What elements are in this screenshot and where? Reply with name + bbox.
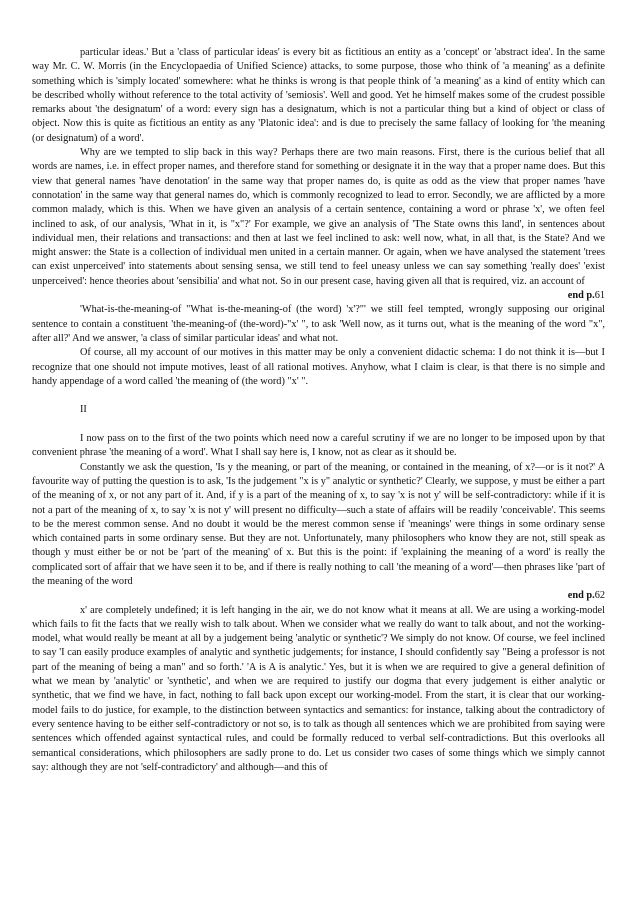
- paragraph-6: Constantly we ask the question, 'Is y the meaning, or part of the meaning, or contained in the meaning, of x?—or is it not?' A favourite way of putting the question is to ask, 'Is the judgement "x is y" analytic or synthetic?' Clearly, we suppose, y must be either a part of the meaning of x, or not any part of it. And, if y is a part of the meaning of x, to say 'x is not y' will be self-contradictory: while if it is not a part of the meaning of x, to say 'x is not y' will present no difficulty—such a state of affairs will be readily 'conceivable'. This seems to be the merest common sense. And no doubt it would be the merest common sense if 'meanings' were things in some ordinary sense which contained parts in some ordinary sense. But they are not. Unfortunately, many philosophers who know they are not, still speak as though y must either be or not be 'part of the meaning' of x. But this is the point: if 'explaining the meaning of a word' is really the complicated sort of affair that we have seen it to be, and if there is really nothing to call 'the meaning of a word'—then phrases like 'part of the meaning of the word: [32, 461, 605, 587]
- page-end-number: 61: [594, 290, 605, 302]
- page-end-label: end p.: [567, 290, 595, 302]
- page-end-marker-62: [32, 589, 605, 603]
- section-heading: II: [80, 404, 87, 416]
- paragraph-5: I now pass on to the first of the two points which need now a careful scrutiny if we are no longer to be imposed upon by that convenient phrase 'the meaning of a word'. What I shall say here is, I know, not as clear as it should be.: [32, 433, 605, 459]
- document-page: [32, 46, 605, 775]
- paragraph-1: particular ideas.' But a 'class of particular ideas' is every bit as fictitious an entity as a 'concept' or 'abstract idea'. In the same way Mr. C. W. Morris (in the Encyclopaedia of Unified Science) attacks, to some purpose, those who think of 'a meaning' as a definite something which is 'simply located' somewhere: what he thinks is wrong is that people think of 'a meaning' as a kind of entity which can be described wholly without reference to the total activity of 'semiosis'. Well and good. Yet he himself makes some of the crudest possible remarks about 'the designatum' of a word: every sign has a designatum, which is not a particular thing but a kind of object or class of object. Now this is quite as fictitious an entity as any 'Platonic idea': and is due to precisely the same fallacy of looking for 'the meaning (or designatum) of a word'.: [32, 47, 605, 144]
- page-end-marker-61: [32, 289, 605, 303]
- spacer: [32, 389, 605, 403]
- paragraph-2: Why are we tempted to slip back in this way? Perhaps there are two main reasons. First, there is the curious belief that all words are names, i.e. in effect proper names, and therefore stand for something or designate it in the way that a proper name does. But this view that general names 'have denotation' in the same way that proper names do, is quite as odd as the view that proper names 'have connotation' in the same way that general names do, which is commonly recognized to lead to error. Secondly, we are afflicted by a more common malady, which is this. When we have given an analysis of a certain sentence, containing a word or phrase 'x', we often feel inclined to ask, of our analysis, 'What in it, is "x"?' For example, we give an analysis of 'The State owns this land', in sentences about individual men, their relations and transactions: and then at last we feel inclined to ask: well now, what, in all that, is the State? And we might answer: the State is a collection of individual men united in a certain manner. Or again, when we have analysed the statement 'trees can exist unperceived' into statements about sensing sensa, we still tend to feel uneasy unless we can say something 'really does' 'exist unperceived': hence theories about 'sensibilia' and what not. So in our present case, having given all that is required, viz. an account of: [32, 147, 605, 287]
- page-end-number: 62: [594, 590, 605, 602]
- page-end-label: end p.: [567, 590, 595, 602]
- paragraph-3: 'What-is-the-meaning-of "What is-the-meaning-of (the word) 'x'?"' we still feel tempted, wrongly supposing our original sentence to contain a constituent 'the-meaning-of (the-word)-"x' ", to ask 'Well now, as it turns out, what is the meaning of the word "x", after all?' And we answer, 'a class of similar particular ideas' and what not.: [32, 304, 605, 344]
- spacer: [32, 418, 605, 432]
- paragraph-4: Of course, all my account of our motives in this matter may be only a convenient didactic schema: I do not think it is—but I recognize that one should not impute motives, least of all rational motives. Anyhow, what I claim is clear, is that there is no simple and handy appendage of a word called 'the meaning of (the word) "x' ".: [32, 347, 605, 387]
- paragraph-7: x' are completely undefined; it is left hanging in the air, we do not know what it means at all. We are using a working-model which fails to fit the facts that we really wish to talk about. When we consider what we really do want to talk about, and not the working-model, what would really be meant at all by a judgement being 'analytic or synthetic'? We simply do not know. Of course, we feel inclined to say 'I can easily produce examples of analytic and synthetic judgements; for instance, I should confidently say "Being a professor is not part of the meaning of being a man" and so forth.' 'A is A is analytic.' Yes, but it is when we are required to give a general definition of what we mean by 'analytic' or 'synthetic', and when we are required to justify our dogma that every judgement is either analytic or synthetic, that we find we have, in fact, nothing to fall back upon except our working-model. From the start, it is clear that our working-model fails to do justice, for example, to the distinction between syntactics and semantics: for instance, talking about the contradictory of every sentence having to be either self-contradictory or not so, is to talk as though all sentences which we are prohibited from saying were sentences which offended against syntactical rules, and could be formally reduced to verbal self-contradictions. But this overlooks all semantical considerations, which philosophers are sadly prone to do. Let us consider two cases of some things which we simply cannot say: although they are not 'self-contradictory' and although—and this of: [32, 604, 605, 773]
